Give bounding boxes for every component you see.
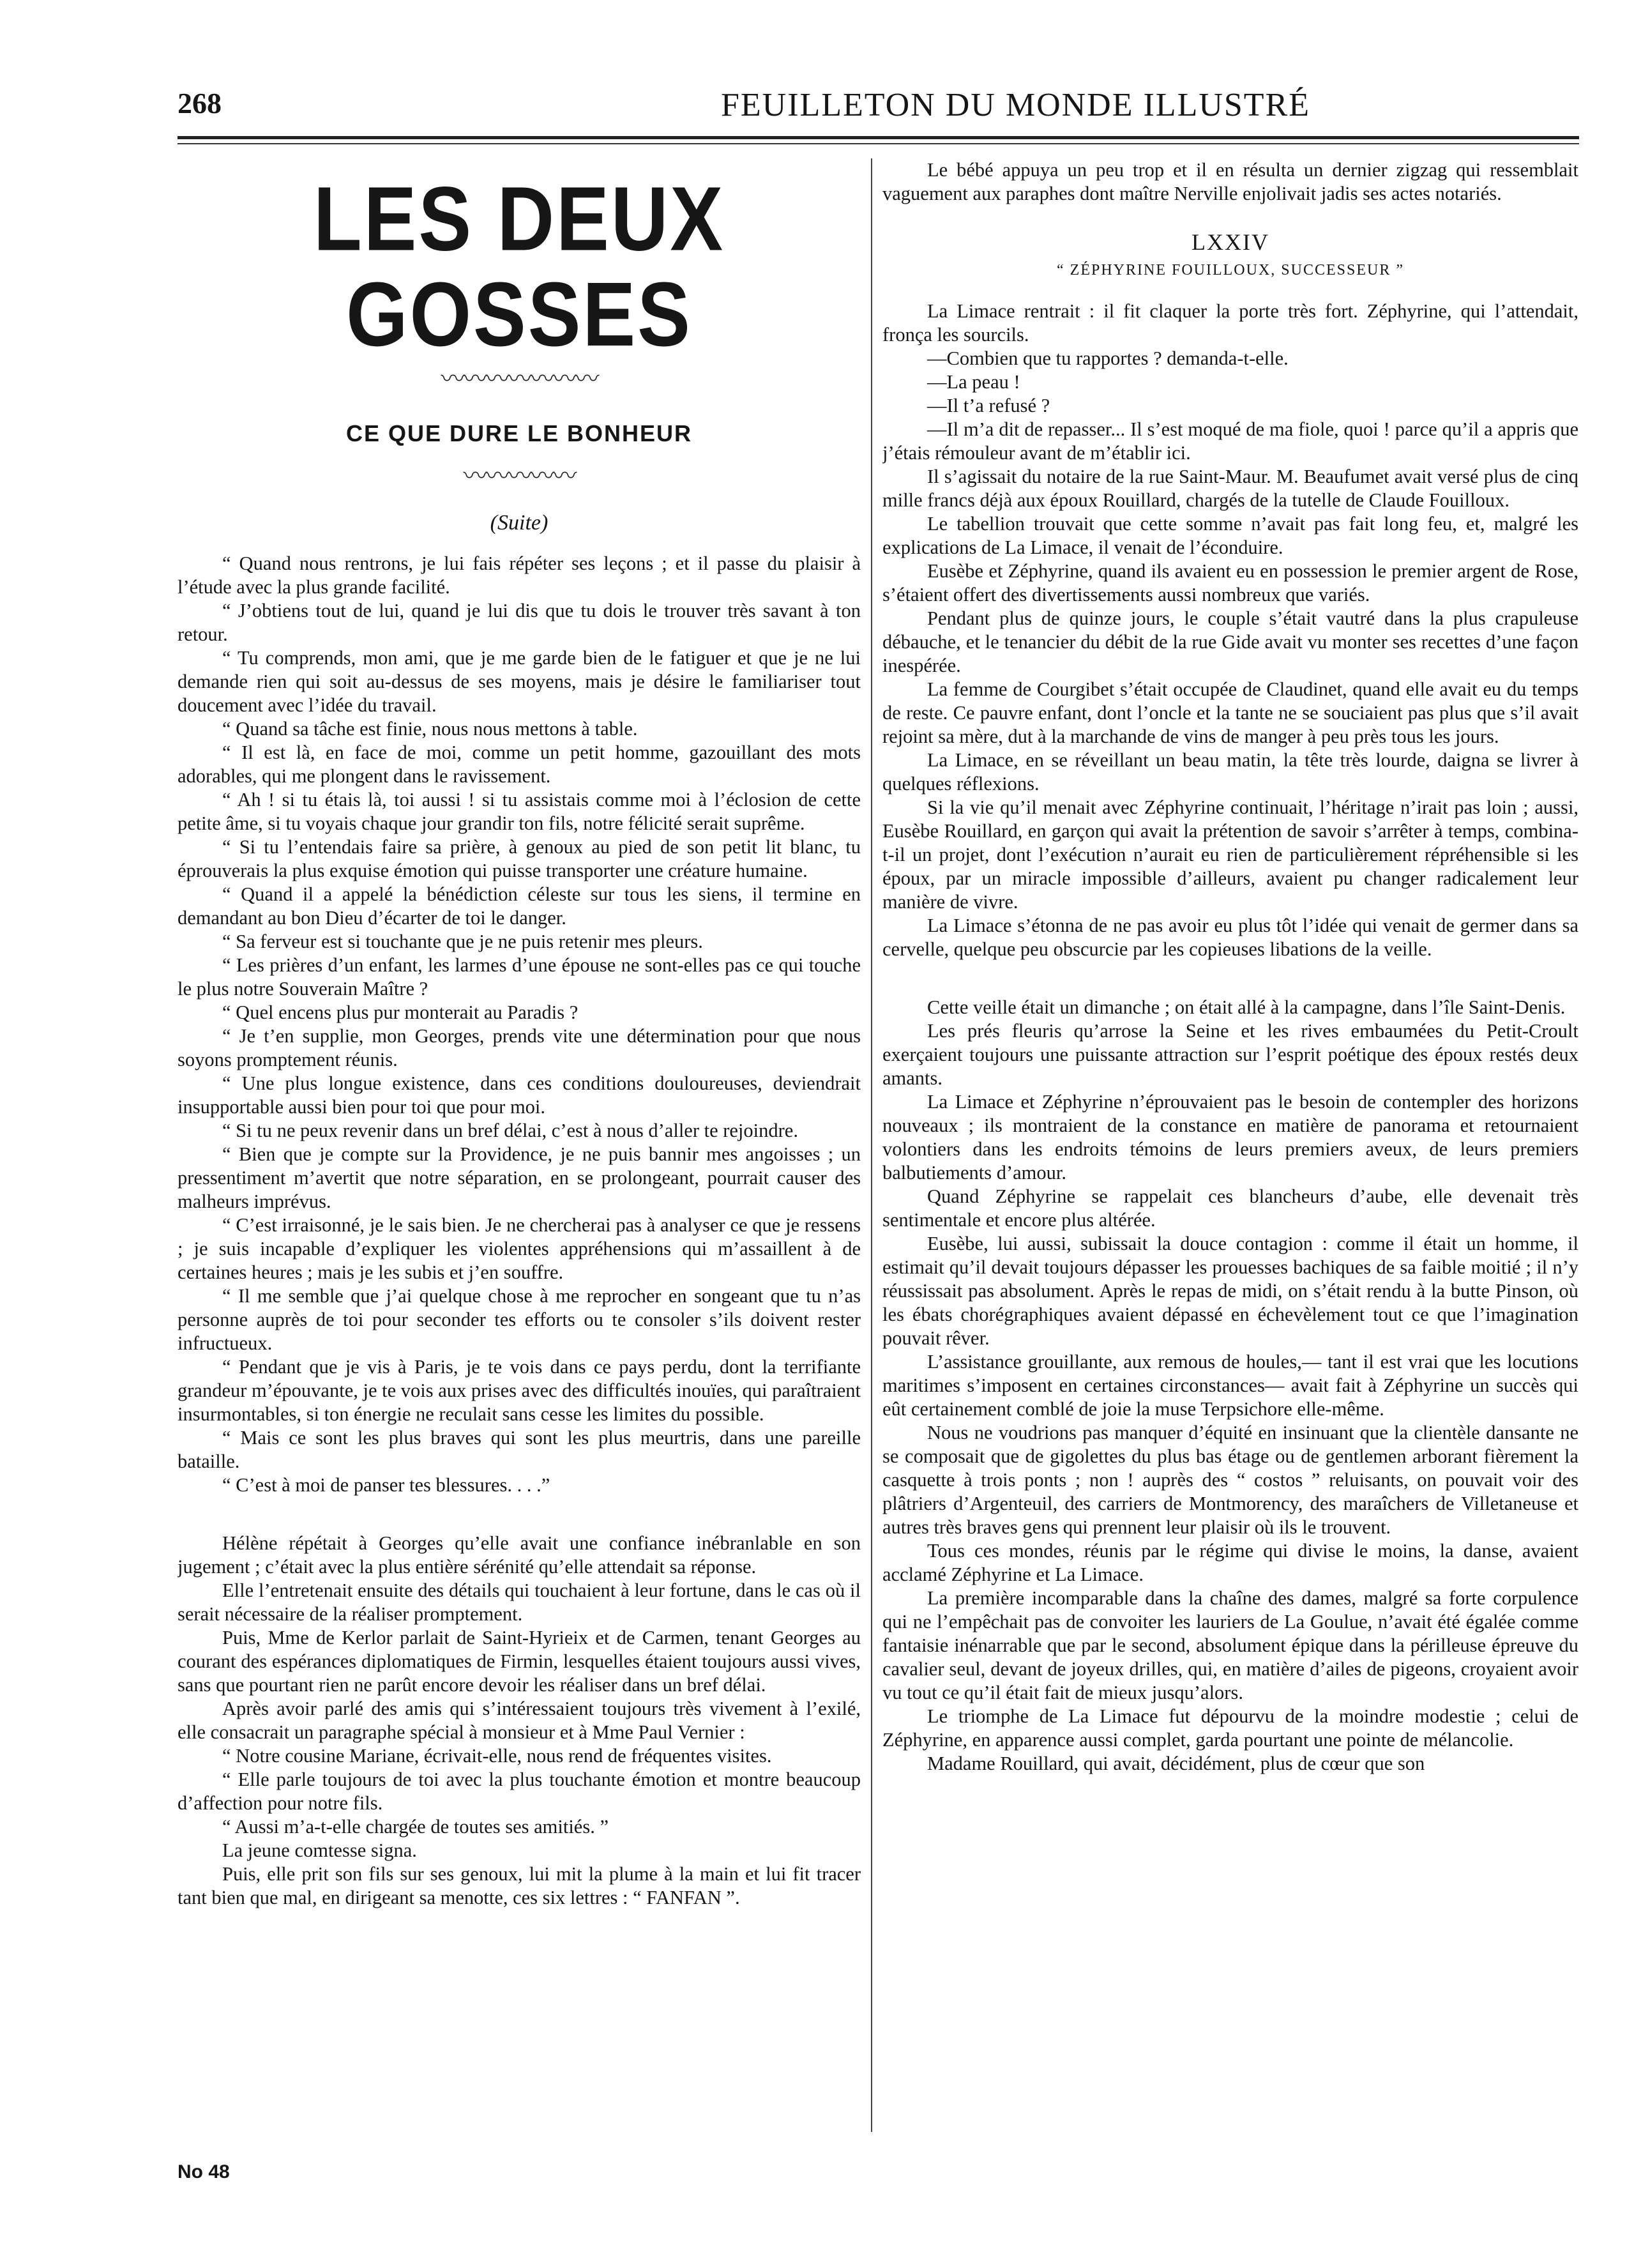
letter-paragraphs (178, 552, 861, 1497)
section-subtitle: “ ZÉPHYRINE FOUILLOUX, SUCCESSEUR ” (1057, 262, 1404, 278)
ornament-rule: 〰〰〰〰〰〰〰 (441, 366, 598, 393)
paragraph: Cette veille était un dimanche ; on était allé à la campagne, dans l’île Saint-Denis. (927, 996, 1566, 1018)
paragraph: “ Aussi m’a-t-elle chargée de toutes ses amitiés. ” (222, 1816, 609, 1838)
paragraph: “ Je t’en supplie, mon Georges, prends vite une détermination pour que nous soyons promptement réunis. (178, 1025, 861, 1070)
paragraph: “ Tu comprends, mon ami, que je me garde bien de le fatiguer et que je ne lui demande rien qui soit au-dessus de ses moyens, mais je désire le familiariser tout doucement avec l’idée du travail. (178, 647, 861, 716)
paragraph: Nous ne voudrions pas manquer d’équité en insinuant que la clientèle dansante ne se composait que de gigolettes du plus bas étage ou de gentlemen arborant fièrement la casquette à trois ponts ; non ! auprès des “ costos ” reluisants, on pouvait voir des plâtriers d’Argenteuil, des carriers de Montmorency, des maraîchers de Villetaneuse et autres très braves gens qui prennent leur plaisir où ils le trouvent. (882, 1422, 1578, 1538)
page-header (178, 86, 1579, 132)
paragraph: La Limace et Zéphyrine n’éprouvaient pas le besoin de contempler des horizons nouveaux ; ils montraient de la constance en matière de panorama et retournaient volontiers dans les endroits témoins de leurs premiers aveux, de leurs premiers balbutiements d’amour. (882, 1091, 1578, 1183)
paragraph: “ Il me semble que j’ai quelque chose à me reprocher en songeant que tu n’as personne auprès de toi pour seconder tes efforts ou te consoler s’ils doivent rester infructueux. (178, 1285, 861, 1354)
running-title: FEUILLETON DU MONDE ILLUSTRÉ (720, 87, 1311, 123)
paragraph: La jeune comtesse signa. (222, 1839, 417, 1861)
paragraph: “ C’est à moi de panser tes blessures. . . .” (222, 1474, 550, 1496)
header-rule-thin (178, 143, 1579, 144)
paragraph: “ Mais ce sont les plus braves qui sont les plus meurtris, dans une pareille bataille. (178, 1427, 861, 1472)
paragraph: “ Une plus longue existence, dans ces conditions douloureuses, deviendrait insupportable aussi bien pour toi que pour moi. (178, 1072, 861, 1118)
paragraph: “ Il est là, en face de moi, comme un petit homme, gazouillant des mots adorables, qui me plongent dans le ravissement. (178, 742, 861, 787)
paragraph: Hélène répétait à Georges qu’elle avait une confiance inébranlable en son jugement ; c’était avec la plus entière sérénité qu’elle attendait sa réponse. (178, 1532, 861, 1578)
paragraph: L’assistance grouillante, aux remous de houles,— tant il est vrai que les locutions maritimes s’imposent en certaines circonstances— avait fait à Zéphyrine un succès qui eût certainement comblé de joie la muse Terpsichore elle-même. (882, 1351, 1578, 1420)
paragraph: “ Bien que je compte sur la Providence, je ne puis bannir mes angoisses ; un pressentiment m’avertit que notre séparation, en se prolongeant, pourrait causer des malheurs imprévus. (178, 1143, 861, 1212)
left-column (178, 158, 861, 2145)
paragraph: Le triomphe de La Limace fut dépourvu de la moindre modestie ; celui de Zéphyrine, en apparence aussi complet, garda pourtant une pointe de mélancolie. (882, 1705, 1578, 1751)
paragraph: “ Si tu ne peux revenir dans un bref délai, c’est à nous d’aller te rejoindre. (222, 1120, 798, 1141)
paragraph: “ J’obtiens tout de lui, quand je lui dis que tu dois le trouver très savant à ton retour. (178, 600, 861, 645)
paragraph: Il s’agissait du notaire de la rue Saint-Maur. M. Beaufumet avait versé plus de cinq mille francs déjà aux époux Rouillard, chargés de la tutelle de Claude Fouilloux. (882, 466, 1578, 511)
paragraph: Les prés fleuris qu’arrose la Seine et les rives embaumées du Petit-Croult exerçaient toujours une puissante attraction sur l’esprit poétique des époux restés deux amants. (882, 1020, 1578, 1089)
paragraph: Si la vie qu’il menait avec Zéphyrine continuait, l’héritage n’irait pas loin ; aussi, Eusèbe Rouillard, en garçon qui avait la prétention de savoir s’arrêter à temps, combina-t-il un projet, dont l’exécution n’aurait eu rien de particulièrement répréhensible si les époux, par un miracle impossible d’ailleurs, avaient pu changer radicalement leur manière de vivre. (882, 796, 1578, 913)
paragraph: Le tabellion trouvait que cette somme n’avait pas fait long feu, et, malgré les explications de La Limace, il venait de l’éconduire. (882, 513, 1578, 558)
ornament-rule-small: 〰〰〰〰〰 (463, 463, 575, 490)
paragraph: “ Quand nous rentrons, je lui fais répéter ses leçons ; et il passe du plaisir à l’étude avec la plus grande facilité. (178, 552, 861, 598)
suite-label: (Suite) (490, 511, 548, 535)
continuation-paragraphs (882, 158, 1578, 206)
issue-number: No 48 (178, 2161, 230, 2182)
paragraph: “ Sa ferveur est si touchante que je ne puis retenir mes pleurs. (222, 931, 703, 952)
paragraph: La Limace s’étonna de ne pas avoir eu plus tôt l’idée qui venait de germer dans sa cervelle, quelque peu obscurcie par les copieuses libations de la veille. (882, 915, 1578, 960)
paragraph: —La peau ! (927, 371, 1020, 393)
paragraph: Puis, elle prit son fils sur ses genoux, lui mit la plume à la main et lui fit tracer tant bien que mal, en dirigeant sa menotte, ces six lettres : “ FANFAN ”. (178, 1863, 861, 1908)
paragraph: Elle l’entretenait ensuite des détails qui touchaient à leur fortune, dans le cas où il serait nécessaire de la réaliser promptement. (178, 1579, 861, 1625)
paragraph: “ C’est irraisonné, je le sais bien. Je ne chercherai pas à analyser ce que je ressens ; je suis incapable d’expliquer les violentes appréhensions qui m’assaillent à de certaines heures ; mais je les subis et j’en souffre. (178, 1214, 861, 1283)
header-rule (178, 136, 1579, 139)
paragraph: La Limace, en se réveillant un beau matin, la tête très lourde, daigna se livrer à quelques réflexions. (882, 749, 1578, 795)
paragraph: “ Quand sa tâche est finie, nous nous mettons à table. (222, 718, 638, 740)
paragraph: “ Elle parle toujours de toi avec la plus touchante émotion et montre beaucoup d’affection pour notre fils. (178, 1769, 861, 1814)
paragraph: Eusèbe, lui aussi, subissait la douce contagion : comme il était un homme, il estimait qu’il devait toujours dépasser les prouesses bachiques de sa faible moitié ; il n’y réussissait pas absolument. Après le repas de midi, on s’était rendu à la butte Pinson, où les ébats chorégraphiques avaient dépassé en échevèlement tout ce que l’imagination pouvait rêver. (882, 1233, 1578, 1349)
chapter-title: CE QUE DURE LE BONHEUR (345, 420, 693, 446)
right-column (882, 158, 1578, 2161)
paragraph: Madame Rouillard, qui avait, décidément, plus de cœur que son (927, 1753, 1425, 1774)
paragraph: —Combien que tu rapportes ? demanda-t-elle. (927, 347, 1289, 369)
paragraph: “ Quand il a appelé la bénédiction céleste sur tous les siens, il termine en demandant au bon Dieu d’écarter de toi le danger. (178, 883, 861, 929)
paragraph: Après avoir parlé des amis qui s’intéressaient toujours très vivement à l’exilé, elle consacrait un paragraphe spécial à monsieur et à Mme Paul Vernier : (178, 1698, 861, 1743)
section-paragraphs (882, 300, 1578, 961)
paragraph: “ Les prières d’un enfant, les larmes d’une épouse ne sont-elles pas ce qui touche le plus notre Souverain Maître ? (178, 954, 861, 1000)
column-divider (871, 158, 872, 2132)
paragraph: Puis, Mme de Kerlor parlait de Saint-Hyrieix et de Carmen, tenant Georges au courant des espérances diplomatiques de Firmin, lesquelles étaient toujours aussi vives, sans que pourtant rien ne parût encore devoir les réaliser dans un bref délai. (178, 1627, 861, 1696)
paragraph: —Il m’a dit de repasser... Il s’est moqué de ma fiole, quoi ! parce qu’il a appris que j’étais rémouleur avant de m’établir ici. (882, 418, 1578, 464)
paragraph: Quand Zéphyrine se rappelait ces blancheurs d’aube, elle devenait très sentimentale et encore plus altérée. (882, 1185, 1578, 1231)
paragraph: “ Ah ! si tu étais là, toi aussi ! si tu assistais comme moi à l’éclosion de cette petite âme, si tu voyais chaque jour grandir ton fils, notre félicité serait suprême. (178, 789, 861, 834)
paragraph: Pendant plus de quinze jours, le couple s’était vautré dans la plus crapuleuse débauche, et le tenancier du débit de la rue Gide avait vu monter ses recettes d’une façon inespérée. (882, 607, 1578, 676)
paragraph: “ Quel encens plus pur monterait au Paradis ? (222, 1001, 579, 1023)
paragraph: Le bébé appuya un peu trop et il en résulta un dernier zigzag qui ressemblait vaguement aux paraphes dont maître Nerville enjolivait jadis ses actes notariés. (882, 159, 1578, 204)
paragraph: La première incomparable dans la chaîne des dames, malgré sa forte corpulence qui ne l’empêchait pas de convoiter les lauriers de La Goulue, n’avait été égalée comme fantaisie inénarrable que par le second, absolument épique dans la périlleuse épreuve du cavalier seul, devant de joyeux drilles, qui, en matière d’ailes de pigeons, croyaient avoir vu tout ce qu’il était fait de mieux jusqu’alors. (882, 1587, 1578, 1703)
paragraph: La femme de Courgibet s’était occupée de Claudinet, quand elle avait eu du temps de reste. Ce pauvre enfant, dont l’oncle et la tante ne se souciaient pas plus que s’il avait rejoint sa mère, dut à la marchande de vins de manger à peu près tous les jours. (882, 678, 1578, 747)
paragraph: Tous ces mondes, réunis par le régime qui divise le moins, la danse, avaient acclamé Zéphyrine et La Limace. (882, 1540, 1578, 1585)
paragraph: “ Pendant que je vis à Paris, je te vois dans ce pays perdu, dont la terrifiante grandeur m’épouvante, je te vois aux prises avec des difficultés inouïes, qui paraîtraient insurmontables, si ton énergie ne reculait sans cesse les limites du possible. (178, 1356, 861, 1425)
paragraph: La Limace rentrait : il fit claquer la porte très fort. Zéphyrine, qui l’attendait, fronça les sourcils. (882, 300, 1578, 346)
narrative-paragraphs (178, 1532, 861, 1910)
paragraph: “ Notre cousine Mariane, écrivait-elle, nous rend de fréquentes visites. (222, 1745, 772, 1767)
paragraph: Eusèbe et Zéphyrine, quand ils avaient eu en possession le premier argent de Rose, s’étaient offert des divertissements aussi nombreux que variés. (882, 560, 1578, 605)
section-paragraphs-2 (882, 996, 1578, 1776)
paragraph: “ Si tu l’entendais faire sa prière, à genoux au pied de son petit lit blanc, tu éprouverais la plus exquise émotion qui puisse transporter une créature humaine. (178, 836, 861, 881)
paragraph: —Il t’a refusé ? (927, 395, 1050, 416)
section-number: LXXIV (1191, 229, 1269, 255)
page-number: 268 (178, 87, 222, 119)
story-title: LES DEUX GOSSES (313, 168, 725, 366)
